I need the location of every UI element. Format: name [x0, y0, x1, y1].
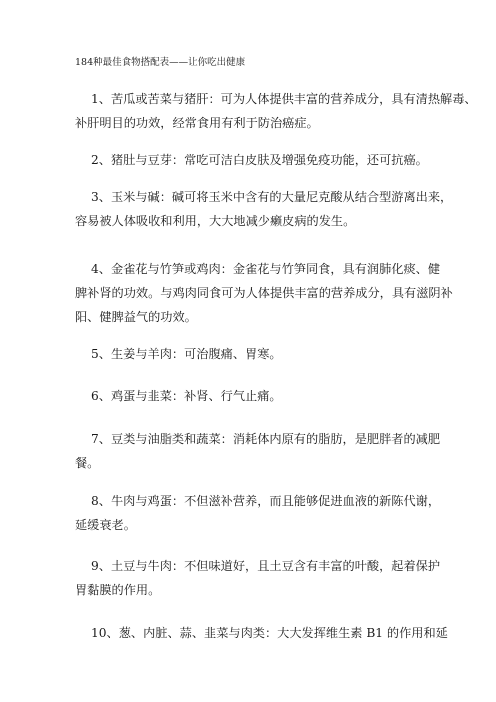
item-line: 10、葱、内脏、蒜、韭菜与肉类：大大发挥维生素 B1 的作用和延	[91, 626, 448, 640]
item-line: 2、猪肚与豆芽：常吃可洁白皮肤及增强免疫功能，还可抗癌。	[91, 153, 428, 167]
item-line: 9、土豆与牛肉：不但味道好，且土豆含有丰富的叶酸，起着保护	[91, 559, 441, 573]
item-line: 7、豆类与油脂类和蔬菜：消耗体内原有的脂肪，是肥胖者的减肥	[91, 432, 441, 446]
item-line: 5、生姜与羊肉：可治腹痛、胃寒。	[91, 347, 282, 361]
document-title: 184种最佳食物搭配表——让你吃出健康	[75, 57, 246, 68]
list-item	[75, 554, 441, 602]
item-line: 6、鸡蛋与韭菜：补肾、行气止痛。	[91, 389, 282, 403]
item-line: 阳、健脾益气的功效。	[75, 310, 197, 324]
item-line: 4、金雀花与竹笋或鸡肉：金雀花与竹笋同食，具有润肺化痰、健	[91, 262, 441, 276]
item-line: 容易被人体吸收和利用，大大地减少癞皮病的发生。	[75, 214, 356, 228]
item-line: 3、玉米与碱：碱可将玉米中含有的大量尼克酸从结合型游离出来，	[91, 190, 453, 204]
item-line: 1、苦瓜或苦菜与猪肝：可为人体提供丰富的营养成分，具有清热解毒、	[91, 92, 477, 106]
list-item	[75, 342, 431, 366]
item-line: 延缓衰老。	[75, 518, 136, 532]
list-item	[75, 384, 431, 408]
list-item	[75, 489, 441, 537]
list-item	[75, 621, 448, 645]
item-line: 脾补肾的功效。与鸡肉同食可为人体提供丰富的营养成分，具有滋阴补	[75, 286, 453, 300]
item-line: 补肝明目的功效，经常食用有利于防治癌症。	[75, 116, 319, 130]
list-item	[75, 87, 477, 135]
list-item	[75, 427, 441, 475]
list-item	[75, 148, 431, 172]
list-item	[75, 185, 453, 233]
item-line: 餐。	[75, 456, 100, 470]
item-line: 8、牛肉与鸡蛋：不但滋补营养，而且能够促进血液的新陈代谢，	[91, 494, 441, 508]
list-item	[75, 257, 453, 329]
item-line: 胃黏膜的作用。	[75, 583, 161, 597]
